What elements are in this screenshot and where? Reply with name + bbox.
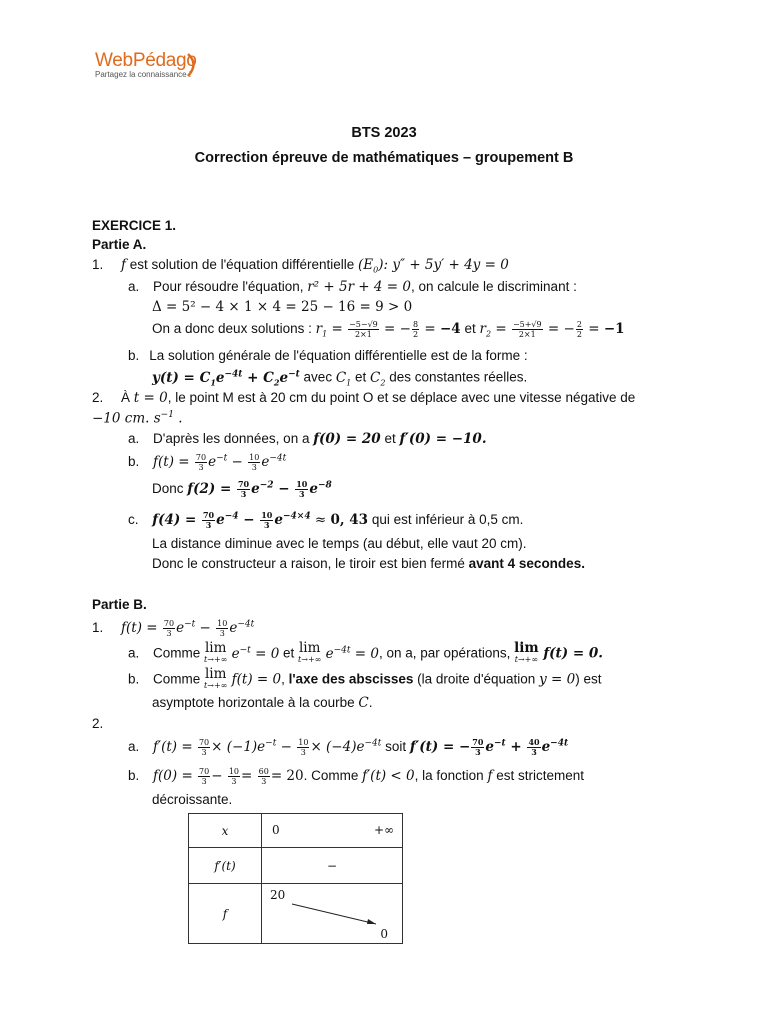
f2-line: Donc f(2) = $\frac{70}{3}$ $e^{-2}$ − $\frac{10}{3}$ $e^{-8}$ bbox=[152, 479, 332, 499]
exercise-title: EXERCICE 1. bbox=[92, 218, 177, 233]
general-solution: $y(t) = C_1e^{-4t} + C_2e^{-t}$ avec $C_1$ et $C_2$ des constantes réelles. bbox=[152, 369, 528, 388]
webpedago-logo bbox=[95, 50, 197, 79]
table-header-x: x bbox=[189, 814, 262, 848]
b1a-line: a. Comme lim t→+∞ $e^{-t} = 0$ et lim t→+∞ $e^{-4t} = 0$, on a, par opérations, lim t→+∞ f(t) = 0. bbox=[128, 640, 603, 664]
table-header-f: f bbox=[189, 884, 262, 944]
part-b-title: Partie B. bbox=[92, 597, 147, 612]
table-x-values: 0 +∞ bbox=[262, 814, 403, 848]
logo-name: WebPédago bbox=[95, 50, 197, 71]
a2-speed: −10 cm. $s^{-1}$ . bbox=[92, 410, 183, 427]
b1b-line: b. Comme lim t→+∞ f(t) = 0, l'axe des abscisses (la droite d'équation y = 0) est bbox=[128, 666, 602, 690]
roots-line: On a donc deux solutions : $r_1$ = $\frac{-5-√9}{2\times 1}$ = − $\frac{8}{2}$ = −4 et $r_2$ = $\frac{-5+√9}{2\times 1}$ = − $\frac{2}{2}$ = −1 bbox=[152, 320, 625, 339]
a1a-line: a. Pour résoudre l'équation, r² + 5r + 4 = 0, on calcule le discriminant : bbox=[128, 279, 577, 295]
b2b-line2: décroissante. bbox=[152, 792, 233, 807]
a2c-line3: Donc le constructeur a raison, le tiroir est bien fermé avant 4 secondes. bbox=[152, 556, 585, 571]
a2b-line: b. f(t) = $\frac{70}{3}$ $e^{-t}$ − $\frac{10}{3}$ $e^{-4t}$ bbox=[128, 453, 287, 472]
table-sign: − bbox=[262, 848, 403, 884]
a2c-line2: La distance diminue avec le temps (au début, elle vaut 20 cm). bbox=[152, 536, 527, 551]
page-title: BTS 2023 bbox=[351, 125, 417, 141]
decreasing-arrow-icon bbox=[288, 900, 388, 930]
b2-line: 2. bbox=[92, 716, 104, 731]
part-a-title: Partie A. bbox=[92, 237, 147, 252]
b2b-line: b. f(0) = $\frac{70}{3}$ − $\frac{10}{3}$ = $\frac{60}{3}$ = 20. Comme f′(t) < 0, la fonction f est strictement bbox=[128, 767, 584, 786]
discriminant: Δ = 5² − 4 × 1 × 4 = 25 − 16 = 9 > 0 bbox=[152, 299, 413, 315]
page-subtitle: Correction épreuve de mathématiques – groupement B bbox=[194, 150, 574, 166]
a2-line: 2. À t = 0, le point M est à 20 cm du point O et se déplace avec une vitesse négative de bbox=[92, 390, 636, 406]
logo-tagline: Partagez la connaissance ! bbox=[95, 70, 192, 79]
a2c-line: c. f(4) = $\frac{70}{3}$ $e^{-4}$ − $\frac{10}{3}$ $e^{-4\times 4} \approx 0$, 43 qui est inférieur à 0,5 cm. bbox=[128, 510, 524, 530]
b1-line: 1. f(t) = $\frac{70}{3}$ $e^{-t}$ − $\frac{10}{3}$ $e^{-4t}$ bbox=[92, 619, 255, 638]
b1b-line2: asymptote horizontale à la courbe C. bbox=[152, 695, 373, 711]
a1-line: 1. f est solution de l'équation différentielle $(E_0)$: y″ + 5y′ + 4y = 0 bbox=[92, 257, 509, 275]
b2a-line: a. f′(t) = $\frac{70}{3}$ × $(-1)e^{-t}$ − $\frac{10}{3}$ × $(-4)e^{-4t}$ soit f′(t) = − $\frac{70}{3}$ $e^{-t}$ + $\frac{40}{3}$ $e^{-4t}$ bbox=[128, 737, 569, 757]
logo-bracket-icon bbox=[185, 52, 201, 78]
variation-table bbox=[188, 813, 403, 944]
table-variation: 20 0 bbox=[262, 884, 403, 944]
a1b-line: b. La solution générale de l'équation différentielle est de la forme : bbox=[128, 348, 528, 363]
table-header-fprime: f′(t) bbox=[189, 848, 262, 884]
a2a-line: a. D'après les données, on a f(0) = 20 et f′(0) = −10. bbox=[128, 431, 487, 447]
